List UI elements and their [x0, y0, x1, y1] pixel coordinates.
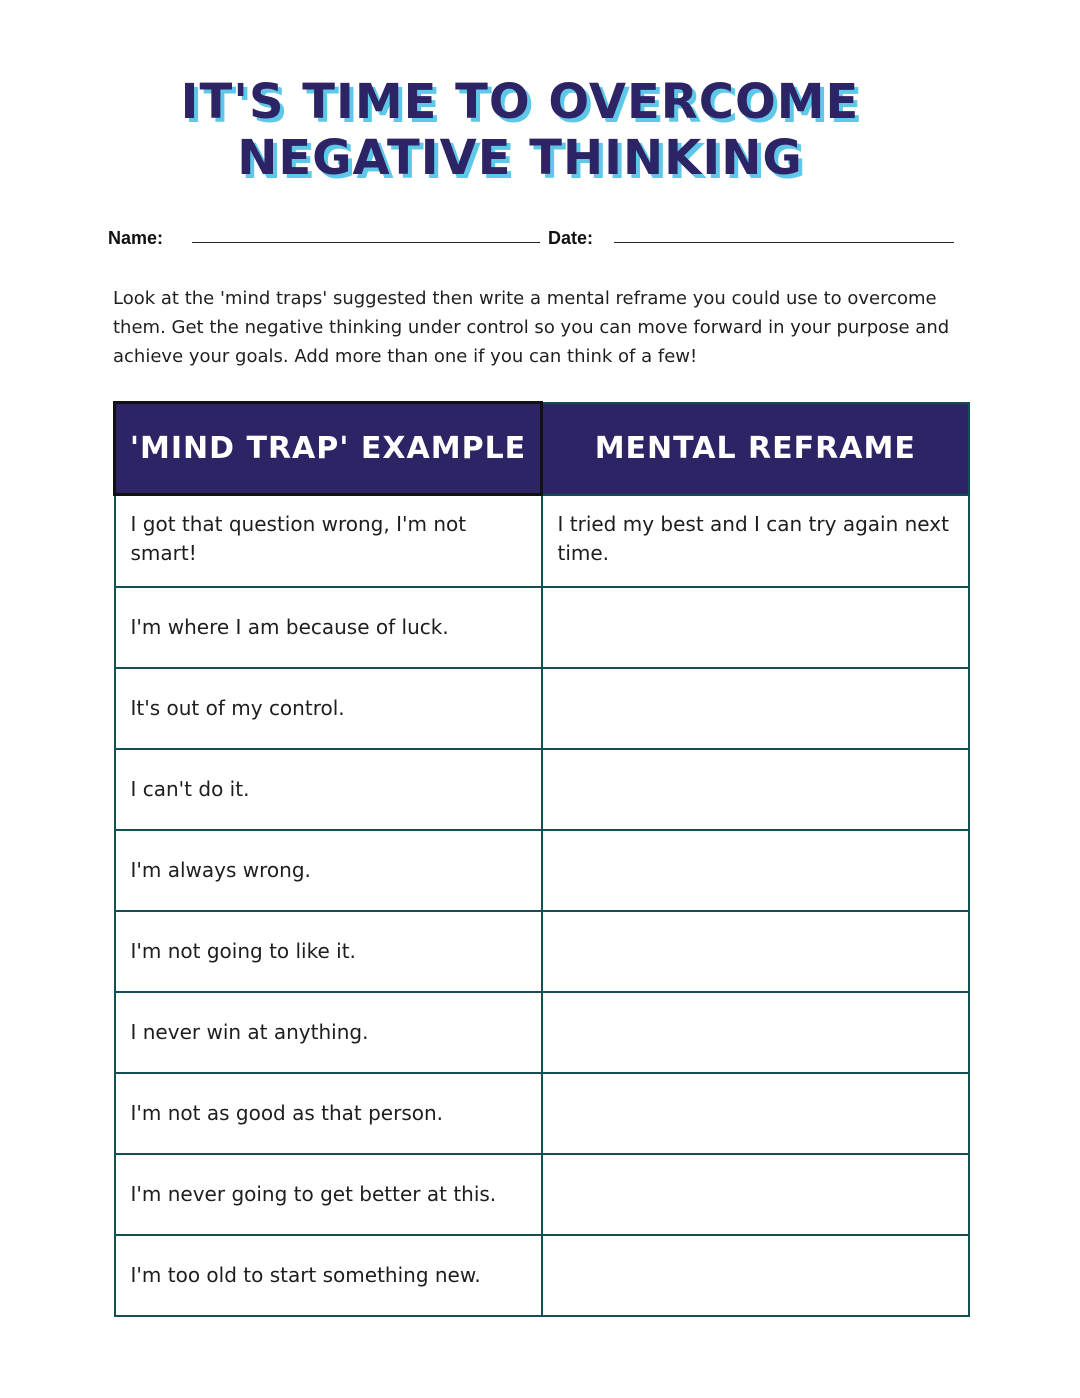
mind-trap-cell: I'm not as good as that person. [115, 1073, 542, 1154]
mind-trap-cell: I can't do it. [115, 749, 542, 830]
table-row [115, 911, 969, 992]
reframe-cell[interactable] [542, 1073, 969, 1154]
instructions-paragraph: Look at the 'mind traps' suggested then write a mental reframe you could use to overcome them. Get the negative thinking under control so you can move forward in your purpose and achieve your goals. Add more than one if you can think of a few! [113, 288, 950, 367]
reframe-cell[interactable] [542, 668, 969, 749]
table-row [115, 668, 969, 749]
title-line-1: IT'S TIME TO OVERCOME [180, 74, 860, 130]
table-row [115, 992, 969, 1073]
mind-trap-cell: I got that question wrong, I'm not smart! [115, 495, 542, 587]
mind-trap-cell: I'm where I am because of luck. [115, 587, 542, 668]
header-mind-trap: 'MIND TRAP' EXAMPLE [115, 403, 542, 495]
table-row [115, 1235, 969, 1316]
table-row [115, 1154, 969, 1235]
reframe-cell[interactable]: I tried my best and I can try again next time. [542, 495, 969, 587]
mind-trap-table [113, 401, 970, 1317]
mind-trap-cell: I'm always wrong. [115, 830, 542, 911]
table-header-row [115, 403, 969, 495]
name-label: Name: [108, 228, 164, 248]
header-mental-reframe: MENTAL REFRAME [542, 403, 969, 495]
reframe-cell[interactable] [542, 830, 969, 911]
reframe-cell[interactable] [542, 992, 969, 1073]
mind-trap-cell: I'm too old to start something new. [115, 1235, 542, 1316]
reframe-cell[interactable] [542, 1154, 969, 1235]
reframe-cell[interactable] [542, 587, 969, 668]
reframe-cell[interactable] [542, 911, 969, 992]
worksheet-title [0, 74, 1040, 186]
name-field[interactable] [192, 242, 540, 243]
date-field[interactable] [614, 242, 954, 243]
mind-trap-cell: I'm never going to get better at this. [115, 1154, 542, 1235]
mind-trap-cell: I never win at anything. [115, 992, 542, 1073]
name-date-row [108, 228, 958, 254]
table-row [115, 830, 969, 911]
date-label: Date: [548, 228, 594, 248]
title-line-2: NEGATIVE THINKING [237, 130, 803, 186]
table-row [115, 587, 969, 668]
mind-trap-cell: It's out of my control. [115, 668, 542, 749]
mind-trap-cell: I'm not going to like it. [115, 911, 542, 992]
table-row [115, 749, 969, 830]
table-row [115, 495, 969, 587]
table-row [115, 1073, 969, 1154]
reframe-cell[interactable] [542, 1235, 969, 1316]
reframe-cell[interactable] [542, 749, 969, 830]
